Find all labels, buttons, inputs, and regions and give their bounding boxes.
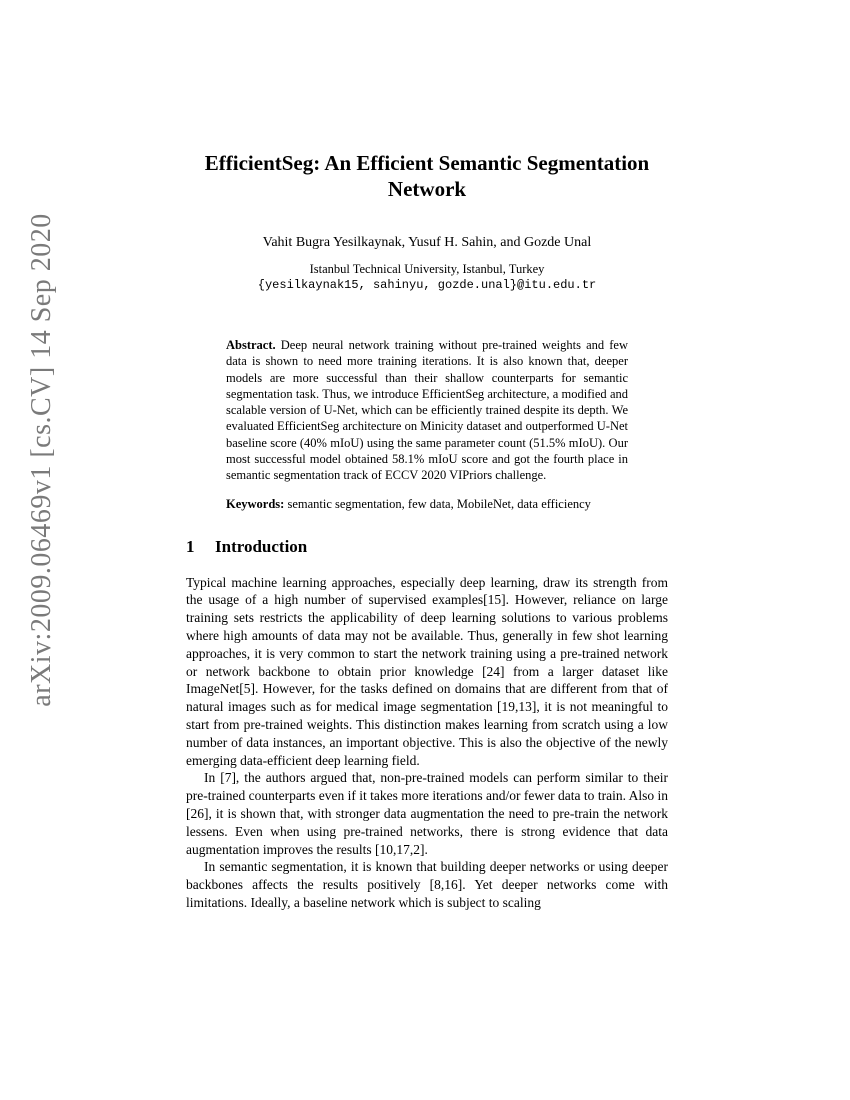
abstract <box>226 337 628 484</box>
section-number: 1 <box>186 536 195 556</box>
section-heading-introduction <box>186 537 668 557</box>
abstract-label: Abstract. <box>226 338 276 352</box>
keywords <box>226 496 628 512</box>
abstract-text: Deep neural network training without pre-trained weights and few data is shown to need more training iterations. It is also known that, deeper models are more successful than their shallow counterparts for semantic segmentation task. Thus, we introduce EfficientSeg architecture, a modified and scalable version of U-Net, which can be efficiently trained despite its depth. We evaluated EfficientSeg architecture on Minicity dataset and outperformed U-Net baseline score (40% mIoU) using the same parameter count (51.5% mIoU). Our most successful model obtained 58.1% mIoU score and got the fourth place in semantic segmentation track of ECCV 2020 VIPriors challenge. <box>226 338 629 483</box>
author-list: Vahit Bugra Yesilkaynak, Yusuf H. Sahin, and Gozde Unal <box>262 235 592 250</box>
author-emails: {yesilkaynak15, sahinyu, gozde.unal}@itu.edu.tr <box>257 278 597 292</box>
keywords-text: semantic segmentation, few data, MobileNet, data efficiency <box>287 496 591 511</box>
keywords-label: Keywords: <box>226 496 285 511</box>
paper-page <box>186 150 668 912</box>
body-paragraph-3: In semantic segmentation, it is known that building deeper networks or using deeper backbones affects the results positively [8,16]. Yet deeper networks come with limitations. Ideally, a baseline network which is subject to scaling <box>186 859 668 911</box>
affiliation: Istanbul Technical University, Istanbul, Turkey <box>309 262 545 276</box>
paper-title: EfficientSeg: An Efficient Semantic Segmentation Network <box>204 151 650 201</box>
body-paragraph-2: In [7], the authors argued that, non-pre-trained models can perform similar to their pre-trained counterparts even if it takes more iterations and/or fewer data to train. Also in [26], it is shown that, with stronger data augmentation the need to pre-train the network lessens. Even when using pre-trained networks, there is strong evidence that data augmentation improves the results [10,17,2]. <box>186 770 668 857</box>
section-title: Introduction <box>215 536 308 556</box>
body-paragraph-1: Typical machine learning approaches, especially deep learning, draw its strength from the usage of a high number of supervised examples[15]. However, reliance on large training sets restricts the applicability of deep learning solutions to various problems where high amounts of data may not be available. Thus, generally in few shot learning approaches, it is very common to start the network training using a pre-trained network or network backbone to obtain prior knowledge [24] from a larger dataset like ImageNet[5]. However, for the tasks defined on domains that are different from that of natural images such as for medical image segmentation [19,13], it is not meaningful to start from pre-trained weights. This distinction makes learning from scratch using a low number of data instances, an important objective. This is also the objective of the newly emerging data-efficient deep learning field. <box>186 574 668 768</box>
arxiv-identifier-text: arXiv:2009.06469v1 [cs.CV] 14 Sep 2020 <box>26 213 57 707</box>
